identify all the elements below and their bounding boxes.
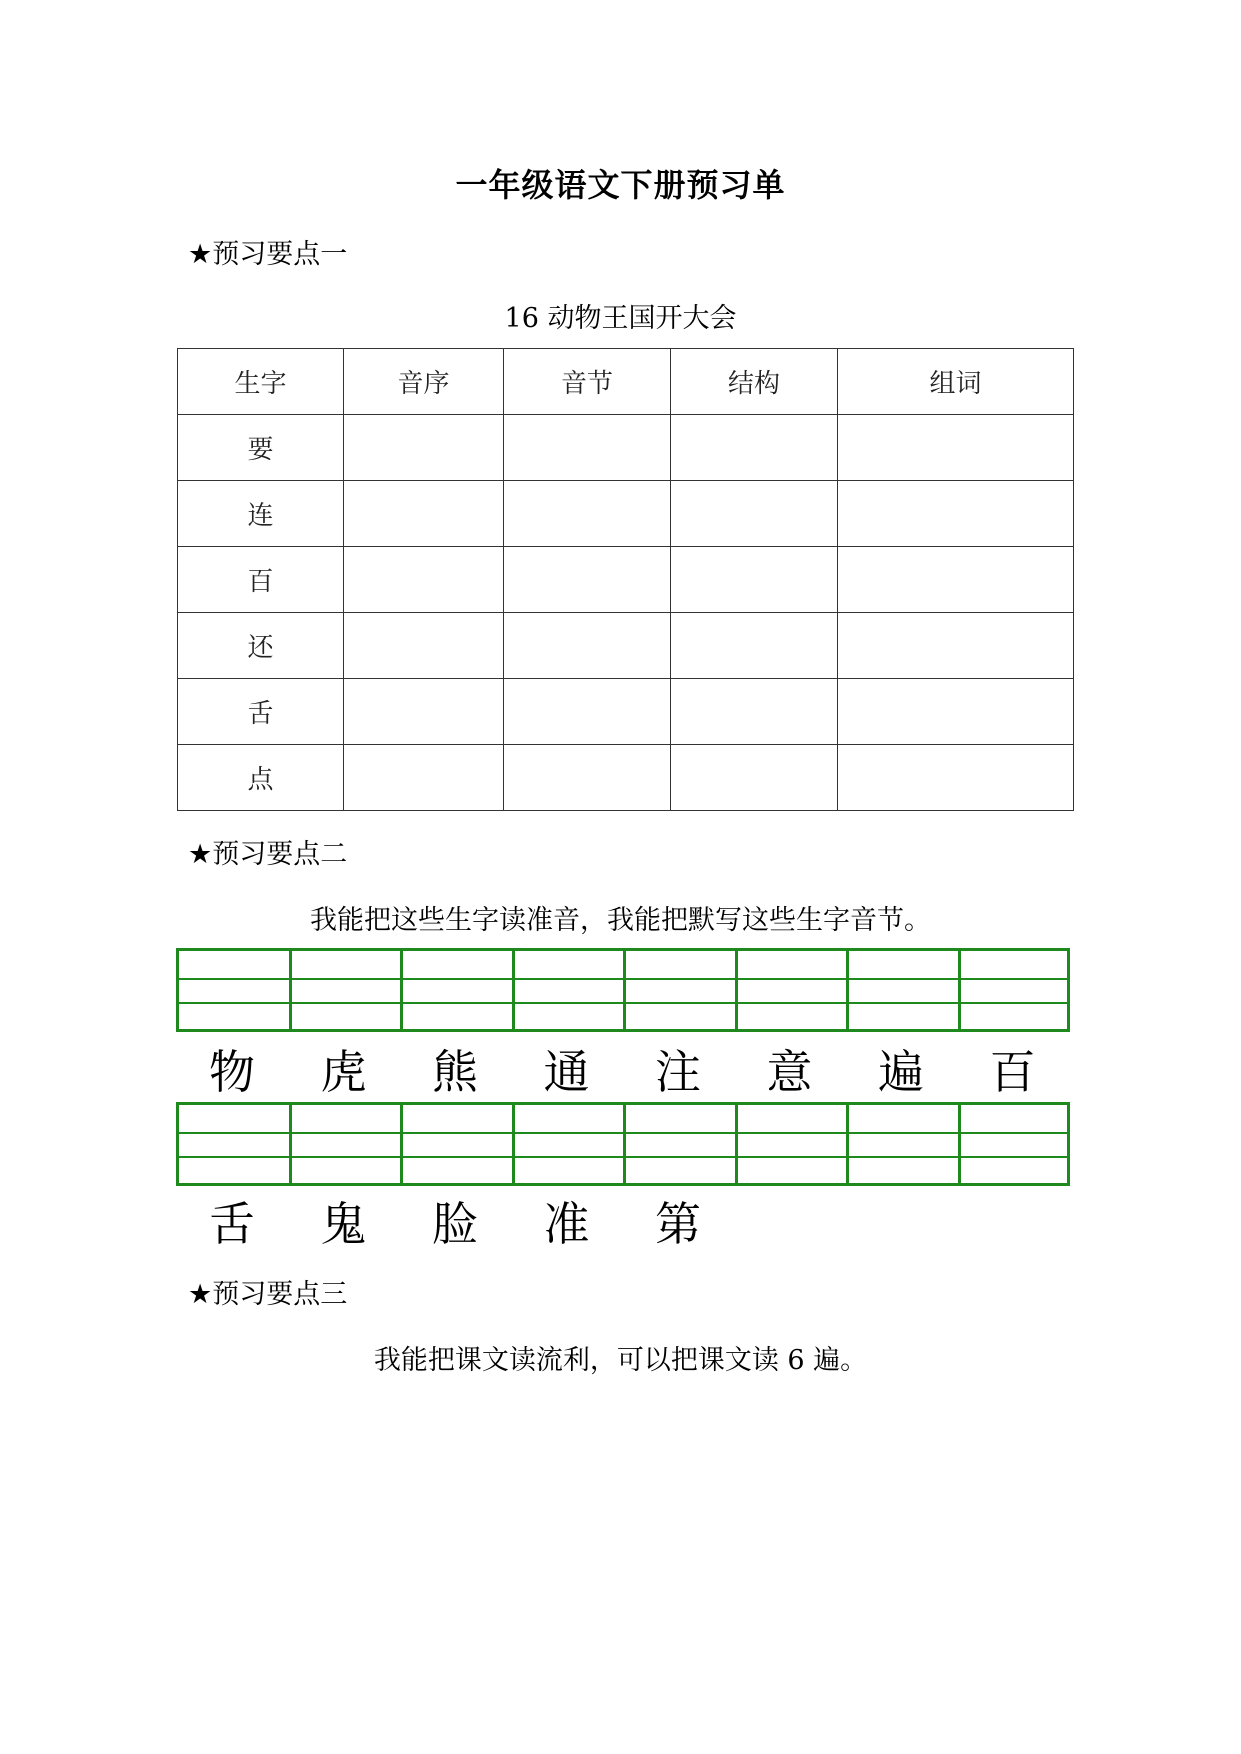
pinyin-grid-1-wrapper: [176, 948, 1072, 1032]
grid-divider: [846, 1105, 849, 1183]
grid-divider: [958, 951, 961, 1029]
instruction-3: 我能把课文读流利，可以把课文读 6 遍。: [373, 1345, 868, 1376]
grid-divider: [735, 1105, 738, 1183]
answer-cell[interactable]: [671, 745, 838, 811]
character: 物: [209, 1045, 255, 1099]
answer-cell[interactable]: [504, 415, 671, 481]
grid-divider: [289, 951, 292, 1029]
character: 注: [655, 1045, 701, 1099]
char-cell: 百: [178, 547, 344, 613]
section-heading-3: ★预习要点三: [188, 1279, 348, 1310]
table-row: [178, 679, 1074, 745]
table-row: [178, 613, 1074, 679]
header-cell-initial: 音序: [344, 349, 504, 415]
character: 准: [543, 1197, 590, 1251]
header-cell-syllable: 音节: [504, 349, 671, 415]
grid-divider: [735, 951, 738, 1029]
pinyin-grid-2-wrapper: [176, 1102, 1072, 1186]
grid-divider: [400, 1105, 403, 1183]
answer-cell[interactable]: [671, 547, 838, 613]
character: 意: [766, 1045, 813, 1099]
answer-cell[interactable]: [504, 745, 671, 811]
answer-cell[interactable]: [838, 547, 1074, 613]
pinyin-writing-grid[interactable]: [176, 1102, 1070, 1186]
grid-divider: [958, 1105, 961, 1183]
answer-cell[interactable]: [838, 415, 1074, 481]
char-cell: 连: [178, 481, 344, 547]
char-cell: 点: [178, 745, 344, 811]
grid-divider: [623, 951, 626, 1029]
answer-cell[interactable]: [344, 679, 504, 745]
character: 第: [655, 1197, 701, 1251]
character-table: [177, 348, 1074, 811]
answer-cell[interactable]: [344, 613, 504, 679]
grid-divider: [846, 951, 849, 1029]
instruction-2: 我能把这些生字读准音，我能把默写这些生字音节。: [310, 905, 931, 936]
character: 百: [989, 1045, 1036, 1099]
pinyin-writing-grid[interactable]: [176, 948, 1070, 1032]
grid-divider: [400, 951, 403, 1029]
table-row: [178, 745, 1074, 811]
grid-divider: [512, 1105, 515, 1183]
answer-cell[interactable]: [671, 613, 838, 679]
answer-cell[interactable]: [838, 745, 1074, 811]
answer-cell[interactable]: [504, 613, 671, 679]
lesson-title: 16 动物王国开大会: [504, 303, 737, 334]
character-row-1: [176, 1040, 1072, 1104]
answer-cell[interactable]: [838, 481, 1074, 547]
character: 遍: [878, 1045, 924, 1099]
table-header-row: [178, 349, 1074, 415]
character: 鬼: [320, 1197, 367, 1251]
character-row-2: [176, 1192, 1072, 1256]
answer-cell[interactable]: [504, 679, 671, 745]
section-heading-1: ★预习要点一: [188, 239, 348, 270]
character: 虎: [320, 1045, 367, 1099]
char-cell: 还: [178, 613, 344, 679]
character: 脸: [432, 1197, 478, 1251]
header-cell-words: 组词: [838, 349, 1074, 415]
char-cell: 要: [178, 415, 344, 481]
answer-cell[interactable]: [671, 481, 838, 547]
table-row: [178, 547, 1074, 613]
character-table-body: [178, 349, 1074, 811]
table-row: [178, 481, 1074, 547]
section-heading-2: ★预习要点二: [188, 839, 348, 870]
grid-divider: [623, 1105, 626, 1183]
answer-cell[interactable]: [671, 679, 838, 745]
grid-divider: [512, 951, 515, 1029]
answer-cell[interactable]: [344, 481, 504, 547]
answer-cell[interactable]: [504, 547, 671, 613]
character: 通: [543, 1045, 590, 1099]
table-row: [178, 415, 1074, 481]
character: 舌: [209, 1197, 255, 1251]
grid-divider: [289, 1105, 292, 1183]
page-title: 一年级语文下册预习单: [455, 166, 786, 204]
header-cell-structure: 结构: [671, 349, 838, 415]
answer-cell[interactable]: [344, 415, 504, 481]
answer-cell[interactable]: [838, 613, 1074, 679]
char-cell: 舌: [178, 679, 344, 745]
answer-cell[interactable]: [838, 679, 1074, 745]
header-cell-char: 生字: [178, 349, 344, 415]
answer-cell[interactable]: [504, 481, 671, 547]
answer-cell[interactable]: [671, 415, 838, 481]
answer-cell[interactable]: [344, 547, 504, 613]
character: 熊: [432, 1045, 478, 1099]
answer-cell[interactable]: [344, 745, 504, 811]
